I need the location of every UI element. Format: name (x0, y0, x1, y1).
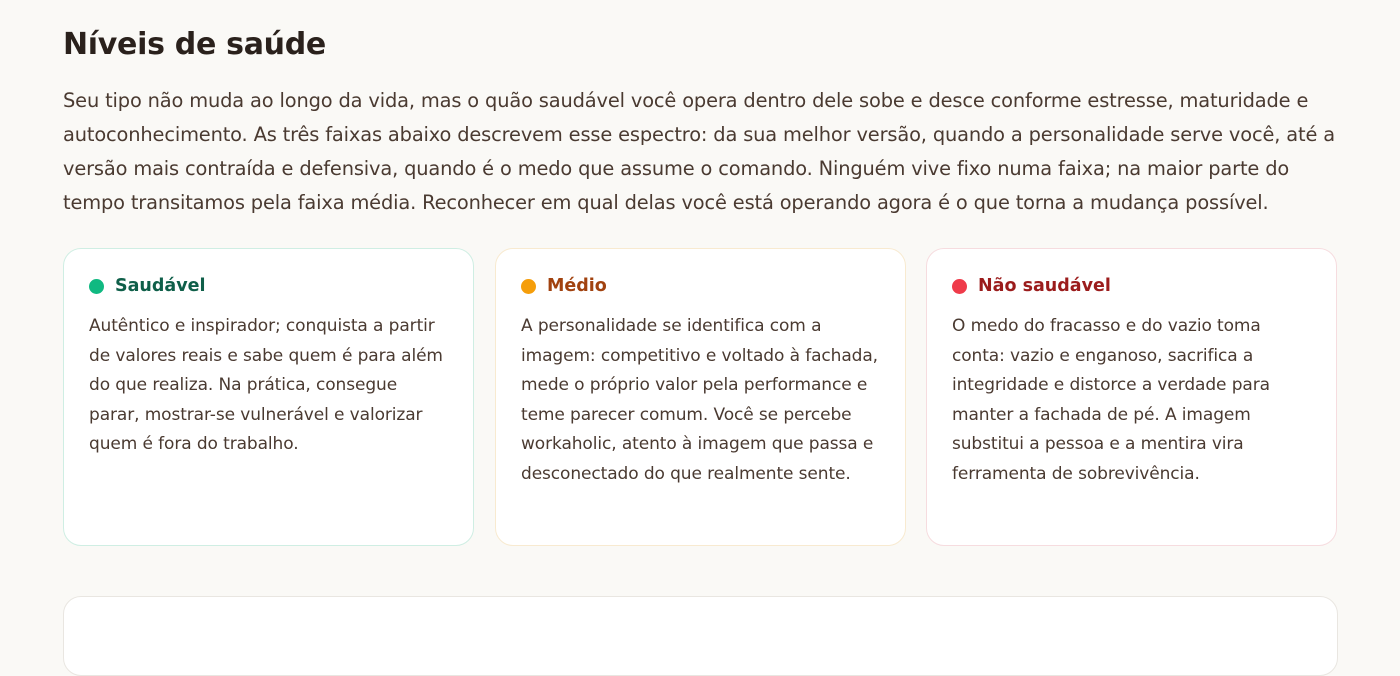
level-title: Não saudável (978, 276, 1111, 296)
level-title: Médio (547, 276, 607, 296)
level-title: Saudável (115, 276, 206, 296)
level-card-header (89, 276, 205, 296)
level-card-unhealthy (926, 248, 1337, 546)
level-description: Autêntico e inspirador; conquista a partir de valores reais e sabe quem é para além do que realiza. Na prática, consegue parar, mostrar-se vulnerável e valorizar quem é fora do trabalho. (89, 316, 443, 455)
status-dot-icon (952, 279, 967, 294)
health-level-cards (63, 248, 1338, 546)
level-card-medium (495, 248, 906, 546)
section-intro: Seu tipo não muda ao longo da vida, mas o quão saudável você opera dentro dele sobe e desce conforme estresse, maturidade e autoconhecimento. As três faixas abaixo descrevem esse espectro: da sua melhor versão, quando a personalidade serve você, até a versão mais contraída e defensiva, quando é o medo que assume o comando. Ninguém vive fixo numa faixa; na maior parte do tempo transitamos pela faixa média. Reconhecer em qual delas você está operando agora é o que torna a mudança possível. (63, 89, 1335, 214)
level-card-healthy (63, 248, 474, 546)
status-dot-icon (89, 279, 104, 294)
next-section-card (63, 596, 1338, 676)
level-description: A personalidade se identifica com a imagem: competitivo e voltado à fachada, mede o próprio valor pela performance e teme parecer comum. Você se percebe workaholic, atento à imagem que passa e desconectado do que realmente sente. (521, 316, 878, 484)
level-description: O medo do fracasso e do vazio toma conta: vazio e enganoso, sacrifica a integridade e distorce a verdade para manter a fachada de pé. A imagem substitui a pessoa e a mentira vira ferramenta de sobrevivência. (952, 316, 1270, 484)
level-card-header (952, 276, 1111, 296)
section-title: Níveis de saúde (63, 27, 326, 62)
status-dot-icon (521, 279, 536, 294)
level-card-header (521, 276, 607, 296)
